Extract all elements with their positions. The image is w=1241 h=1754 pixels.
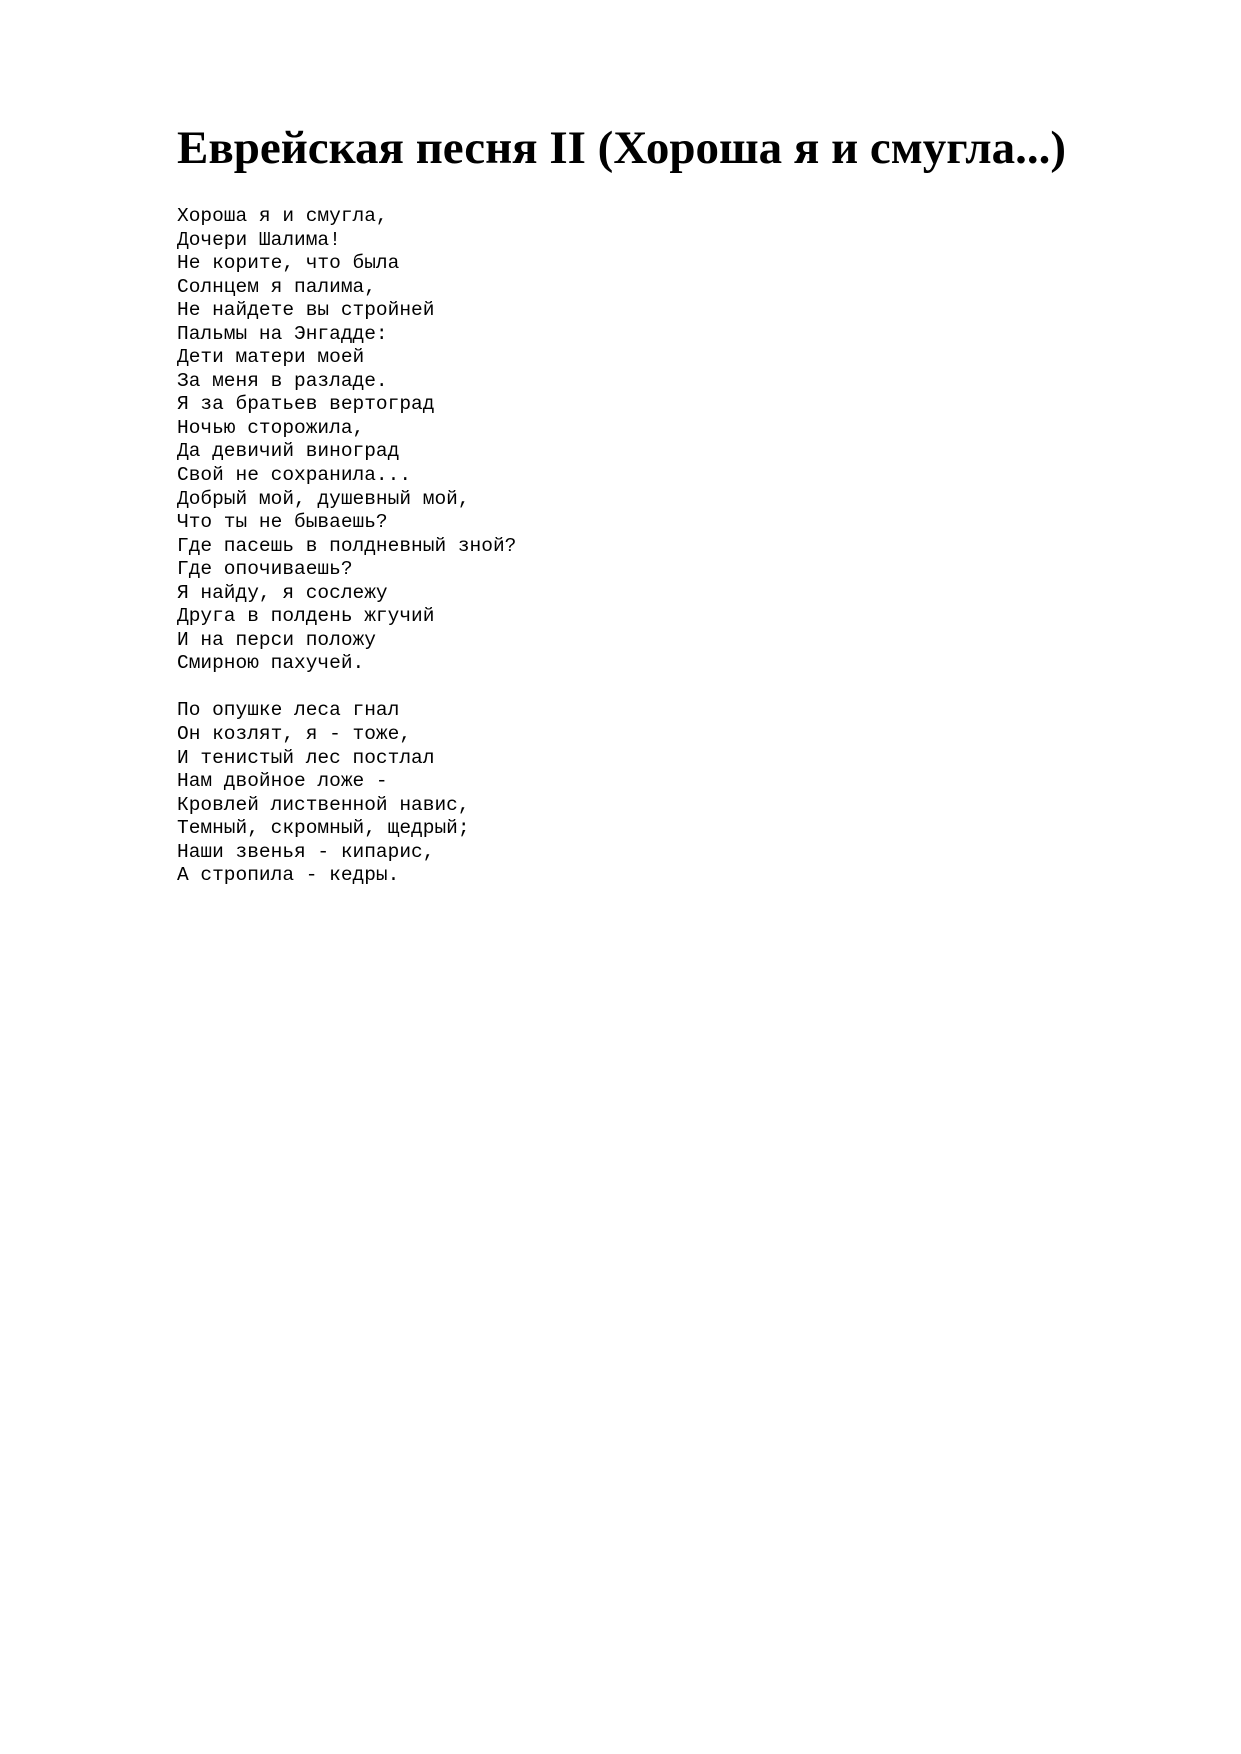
poem-line: Где опочиваешь? [177,558,353,581]
poem-line: Не корите, что была [177,252,400,275]
poem-line: А стропила - кедры. [177,864,400,887]
poem-line: Я найду, я сослежу [177,581,388,604]
poem-line: И на перси положу [177,628,376,651]
poem-body [177,205,516,911]
poem-line: За меня в разладе. [177,369,388,392]
poem-line: Он козлят, я - тоже, [177,723,412,746]
poem-line: Хороша я и смугла, [177,205,388,227]
poem-line: Где пасешь в полдневный зной? [177,534,517,557]
page-title: Еврейская песня II (Хороша я и смугла...) [177,122,1067,174]
poem-line: И тенистый лес постлал [177,746,435,769]
poem-line: Ночью сторожила, [177,416,365,439]
poem-line: Пальмы на Энгадде: [177,322,388,345]
stanza-2 [177,699,516,887]
poem-line: Друга в полдень жгучий [177,605,435,628]
poem-line: Я за братьев вертоград [177,393,435,416]
poem-line: Смирною пахучей. [177,652,365,675]
poem-line: Не найдете вы стройней [177,299,435,322]
poem-line: Темный, скромный, щедрый; [177,817,470,840]
poem-line: Свой не сохранила... [177,464,412,487]
poem-line: Да девичий виноград [177,440,400,463]
poem-line: Что ты не бываешь? [177,511,388,534]
stanza-1 [177,205,516,676]
poem-line: Солнцем я палима, [177,275,376,298]
poem-line: По опушке леса гнал [177,699,400,722]
poem-line: Дочери Шалима! [177,228,341,251]
poem-line: Наши звенья - кипарис, [177,840,435,863]
poem-line: Дети матери моей [177,346,365,369]
poem-line: Нам двойное ложе - [177,770,388,793]
poem-line: Кровлей лиственной навис, [177,793,470,816]
poem-line: Добрый мой, душевный мой, [177,487,470,510]
